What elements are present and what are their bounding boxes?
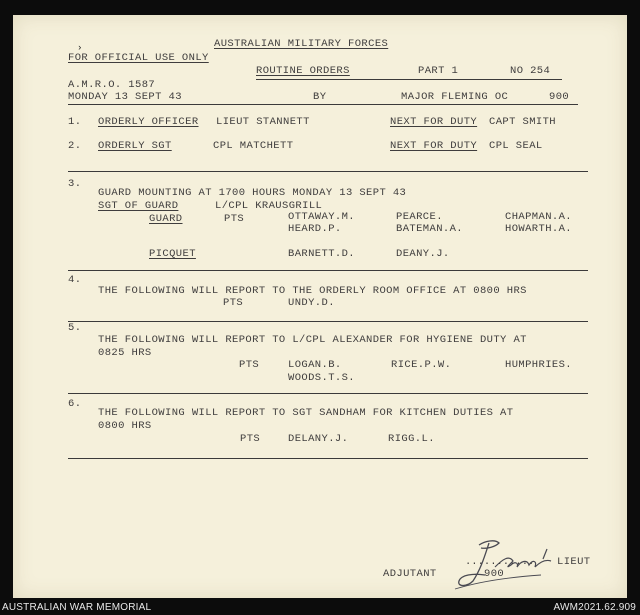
- report-line: THE FOLLOWING WILL REPORT TO SGT SANDHAM FOR KITCHEN DUTIES AT: [98, 407, 514, 419]
- guard-name: HOWARTH.A.: [505, 223, 573, 235]
- order-date: MONDAY 13 SEPT 43: [68, 91, 182, 103]
- item-number: 5.: [68, 322, 82, 334]
- personnel-name: WOODS.T.S.: [288, 372, 356, 384]
- next-for-duty-label: NEXT FOR DUTY: [390, 116, 478, 128]
- pts-label: PTS: [223, 297, 244, 309]
- adjutant-label: ADJUTANT: [383, 568, 437, 580]
- header-rule-2: [68, 104, 578, 105]
- footer-accession-number: AWM2021.62.909: [553, 602, 636, 613]
- guard-name: CHAPMAN.A.: [505, 211, 573, 223]
- pts-label: PTS: [224, 213, 245, 225]
- picquet-name: DEANY.J.: [396, 248, 450, 260]
- header-rule-1: [256, 79, 562, 80]
- sgt-of-guard-label: SGT OF GUARD: [98, 200, 179, 212]
- next-for-duty-label: NEXT FOR DUTY: [390, 140, 478, 152]
- section-divider: [68, 393, 588, 394]
- document-page: [13, 15, 627, 598]
- personnel-name: HUMPHRIES.: [505, 359, 573, 371]
- personnel-name: RIGG.L.: [388, 433, 435, 445]
- next-for-duty-name: CPL SEAL: [489, 140, 543, 152]
- pts-label: PTS: [240, 433, 261, 445]
- orderly-sgt-label: ORDERLY SGT: [98, 140, 172, 152]
- pts-label: PTS: [239, 359, 260, 371]
- part-number: PART 1: [418, 65, 459, 77]
- signoff-number: 900: [484, 568, 505, 580]
- guard-label: GUARD: [149, 213, 183, 225]
- amro-reference: A.M.R.O. 1587: [68, 79, 156, 91]
- picquet-name: BARNETT.D.: [288, 248, 356, 260]
- orderly-officer-label: ORDERLY OFFICER: [98, 116, 199, 128]
- signature-dots: ...........: [465, 556, 535, 568]
- signatory-rank: LIEUT: [557, 556, 591, 568]
- issue-time: 900: [549, 91, 570, 103]
- item-number: 2.: [68, 140, 82, 152]
- orderly-sgt-name: CPL MATCHETT: [213, 140, 294, 152]
- guard-mounting-line: GUARD MOUNTING AT 1700 HOURS MONDAY 13 SEPT 43: [98, 187, 407, 199]
- next-for-duty-name: CAPT SMITH: [489, 116, 557, 128]
- report-time: 0800 HRS: [98, 420, 152, 432]
- picquet-label: PICQUET: [149, 248, 196, 260]
- personnel-name: UNDY.D.: [288, 297, 335, 309]
- section-divider: [68, 171, 588, 172]
- by-label: BY: [313, 91, 327, 103]
- report-line: THE FOLLOWING WILL REPORT TO L/CPL ALEXANDER FOR HYGIENE DUTY AT: [98, 334, 527, 346]
- order-number: NO 254: [510, 65, 551, 77]
- personnel-name: LOGAN.B.: [288, 359, 342, 371]
- item-number: 1.: [68, 116, 82, 128]
- guard-name: HEARD.P.: [288, 223, 342, 235]
- guard-name: BATEMAN.A.: [396, 223, 464, 235]
- report-time: 0825 HRS: [98, 347, 152, 359]
- official-use-notice: FOR OFFICIAL USE ONLY: [68, 52, 209, 64]
- personnel-name: RICE.P.W.: [391, 359, 452, 371]
- personnel-name: DELANY.J.: [288, 433, 349, 445]
- item-number: 6.: [68, 398, 82, 410]
- section-divider: [68, 270, 588, 271]
- routine-orders-heading: ROUTINE ORDERS: [256, 65, 350, 77]
- footer-credit: AUSTRALIAN WAR MEMORIAL: [2, 602, 152, 613]
- report-line: THE FOLLOWING WILL REPORT TO THE ORDERLY ROOM OFFICE AT 0800 HRS: [98, 285, 527, 297]
- sgt-of-guard-name: L/CPL KRAUSGRILL: [215, 200, 323, 212]
- document-title: AUSTRALIAN MILITARY FORCES: [214, 38, 389, 50]
- item-number: 4.: [68, 274, 82, 286]
- orderly-officer-name: LIEUT STANNETT: [216, 116, 310, 128]
- corner-mark: ›: [77, 43, 83, 53]
- section-divider: [68, 321, 588, 322]
- issuing-officer: MAJOR FLEMING OC: [401, 91, 509, 103]
- guard-name: OTTAWAY.M.: [288, 211, 356, 223]
- guard-name: PEARCE.: [396, 211, 443, 223]
- item-number: 3.: [68, 178, 82, 190]
- section-divider: [68, 458, 588, 459]
